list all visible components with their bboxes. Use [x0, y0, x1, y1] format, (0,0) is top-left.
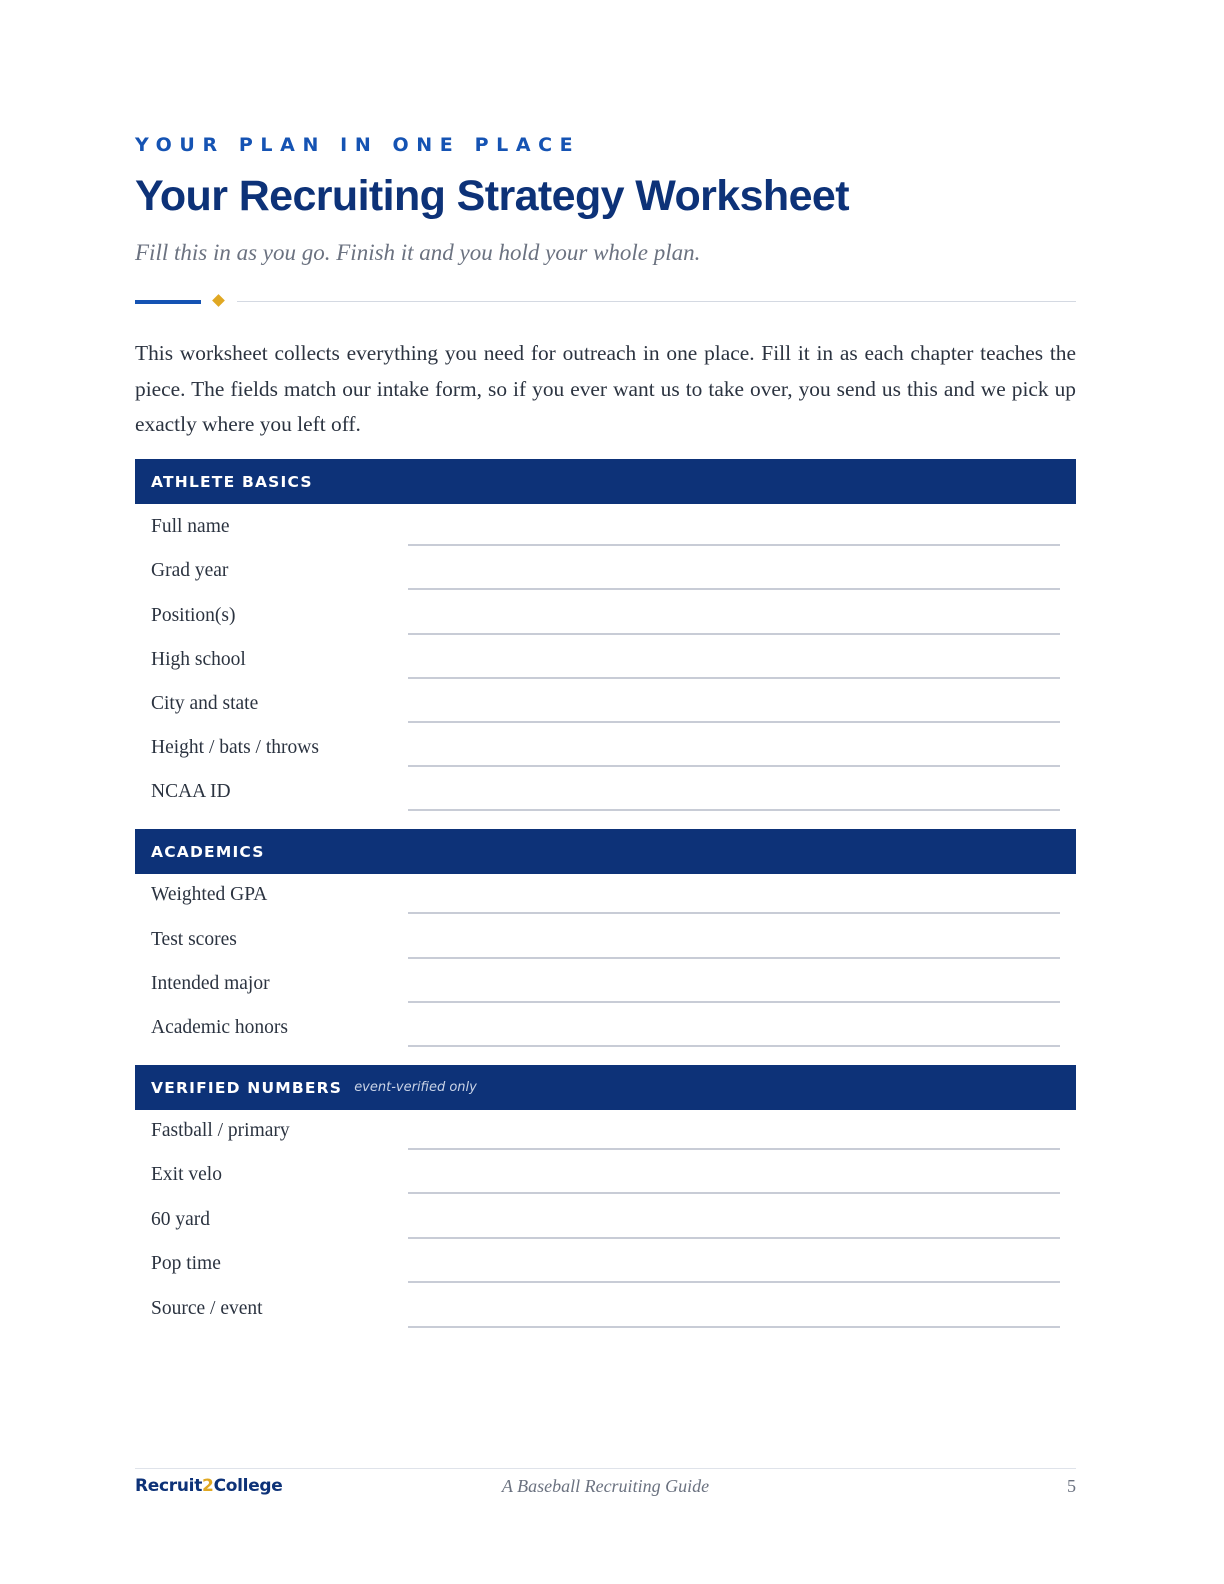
field-pop-time	[135, 1247, 1076, 1291]
page-footer	[135, 1468, 1076, 1508]
field-label: Pop time	[151, 1253, 221, 1274]
section-header-verified-numbers	[135, 1065, 1076, 1110]
logo-text-2: 2	[202, 1476, 214, 1496]
worksheet-page	[135, 0, 1076, 1584]
field-label: 60 yard	[151, 1209, 211, 1230]
fill-in-line[interactable]	[408, 912, 1060, 914]
fill-in-line[interactable]	[408, 544, 1060, 546]
field-label: Academic honors	[151, 1017, 288, 1038]
section-title: ATHLETE BASICS	[151, 472, 313, 491]
fill-in-line[interactable]	[408, 765, 1060, 767]
diamond-icon	[212, 294, 225, 307]
field-city-state	[135, 687, 1076, 731]
field-positions	[135, 599, 1076, 643]
fill-in-line[interactable]	[408, 1237, 1060, 1239]
fill-in-line[interactable]	[408, 633, 1060, 635]
field-grad-year	[135, 554, 1076, 598]
eyebrow-label: YOUR PLAN IN ONE PLACE	[135, 134, 581, 156]
field-label: Exit velo	[151, 1164, 222, 1185]
fill-in-line[interactable]	[408, 809, 1060, 811]
footer-guide-title: A Baseball Recruiting Guide	[501, 1476, 710, 1496]
footer-divider	[135, 1468, 1076, 1469]
field-label: Test scores	[151, 929, 237, 950]
fill-in-line[interactable]	[408, 1192, 1060, 1194]
field-intended-major	[135, 967, 1076, 1011]
fill-in-line[interactable]	[408, 957, 1060, 959]
page-subtitle: Fill this in as you go. Finish it and you hold your whole plan.	[135, 240, 701, 265]
field-fastball-primary	[135, 1114, 1076, 1158]
field-label: Position(s)	[151, 605, 236, 626]
fill-in-line[interactable]	[408, 1281, 1060, 1283]
field-height-bats-throws	[135, 731, 1076, 775]
field-academic-honors	[135, 1011, 1076, 1055]
field-label: Grad year	[151, 560, 229, 581]
page-title: Your Recruiting Strategy Worksheet	[135, 172, 849, 220]
section-title: VERIFIED NUMBERS	[151, 1078, 343, 1097]
fill-in-line[interactable]	[408, 1326, 1060, 1328]
logo-text-college: College	[213, 1476, 283, 1496]
field-label: Fastball / primary	[151, 1120, 290, 1141]
field-label: Source / event	[151, 1298, 263, 1319]
intro-paragraph: This worksheet collects everything you need for outreach in one place. Fill it in as each chapter teaches the piece. The fields match our intake form, so if you ever want us to take over, you send us this and we pick up exactly where you left off.	[135, 341, 1076, 436]
section-header-athlete-basics	[135, 459, 1076, 504]
field-label: High school	[151, 649, 246, 670]
field-label: Weighted GPA	[151, 884, 268, 905]
field-test-scores	[135, 923, 1076, 967]
fill-in-line[interactable]	[408, 721, 1060, 723]
field-source-event	[135, 1292, 1076, 1336]
fill-in-line[interactable]	[408, 1045, 1060, 1047]
field-full-name	[135, 510, 1076, 554]
section-note: event-verified only	[354, 1080, 477, 1095]
field-label: Height / bats / throws	[151, 737, 319, 758]
section-title: ACADEMICS	[151, 842, 265, 861]
field-label: NCAA ID	[151, 781, 231, 802]
divider-accent-bar	[135, 300, 201, 304]
decorative-divider	[135, 292, 1076, 312]
fill-in-line[interactable]	[408, 588, 1060, 590]
field-60-yard	[135, 1203, 1076, 1247]
divider-line	[237, 301, 1076, 302]
fill-in-line[interactable]	[408, 677, 1060, 679]
page-number: 5	[1067, 1476, 1076, 1496]
field-label: Intended major	[151, 973, 270, 994]
field-weighted-gpa	[135, 878, 1076, 922]
fill-in-line[interactable]	[408, 1001, 1060, 1003]
field-label: City and state	[151, 693, 259, 714]
field-exit-velo	[135, 1158, 1076, 1202]
field-high-school	[135, 643, 1076, 687]
logo-text-recruit: Recruit	[135, 1476, 203, 1496]
field-label: Full name	[151, 516, 230, 537]
fill-in-line[interactable]	[408, 1148, 1060, 1150]
field-ncaa-id	[135, 775, 1076, 819]
section-header-academics	[135, 829, 1076, 874]
